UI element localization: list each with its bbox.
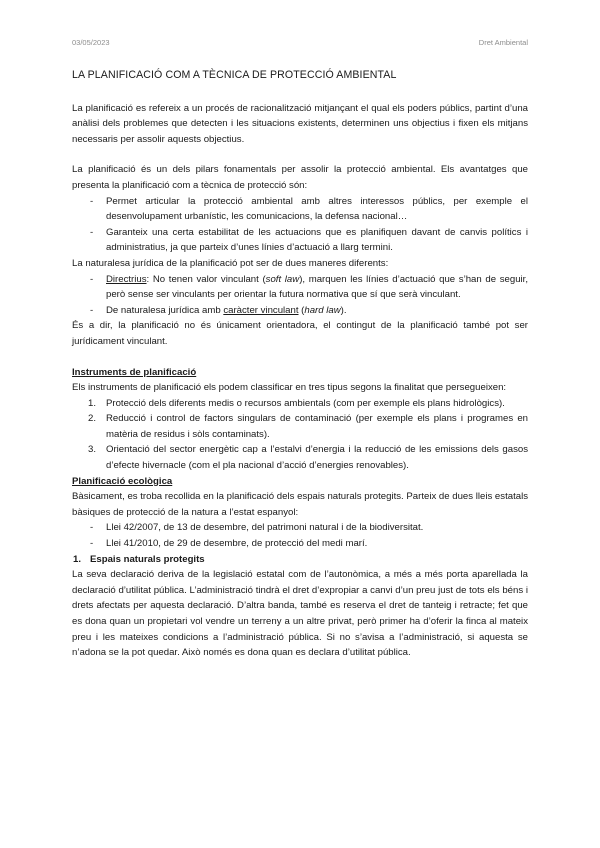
paragraph-instruments-intro: Els instruments de planificació els podem classificar en tres tipus segons la finalitat que persegueixen: [72,382,507,394]
list-item: - Llei 41/2010, de 29 de desembre, de protecció del medi marí. [72,536,528,552]
list-number: 2. [88,413,97,425]
list-item [72,396,528,412]
list-item: - Llei 42/2007, de 13 de desembre, del patrimoni natural i de la biodiversitat. [72,520,528,536]
emphasis-soft-law: soft law [265,273,300,285]
list-item: - Garanteix una certa estabilitat de les actuacions que es planifiquen davant de canvis polítics i administratius, ja que parteix d’unes línies d’actuació a llarg termini. [72,225,528,256]
list-text: Protecció dels diferents medis o recursos ambientals (com per exemple els plans hidrològics). [106,397,505,409]
subsection-number: 1. [73,553,82,565]
header-course: Dret Ambiental [478,38,528,47]
term-caracter-vinculant: caràcter vinculant [223,304,299,316]
subsection-heading-espais [72,552,528,568]
list-item [72,303,528,319]
section-heading-ecologica: Planificació ecològica [72,475,173,487]
paragraph-advantages-intro: La planificació és un dels pilars fonamentals per assolir la protecció ambiental. Els avantatges que presenta la planificació com a tècnica de protecció són: [72,164,528,191]
list-text: Orientació del sector energètic cap a l’estalvi d’energia i la reducció de les emissions dels gasos d’efecte hivernacle (com el pla nacional d’acció d’energies renovables). [106,444,528,472]
section-heading-instruments: Instruments de planificació [72,366,197,378]
list-text: : No tenen valor vinculant ( [146,273,266,285]
list-number: 3. [88,444,97,456]
term-directrius: Directrius [106,273,147,285]
list-text: ), marquen les línies d’actuació que s’han de seguir, però sense ser vinculants per orientar la futura normativa que sí que serà vinculant. [106,273,528,301]
advantages-list [72,194,528,256]
document-body [72,68,528,661]
instruments-list [72,396,528,474]
paragraph-ecologica-intro: Bàsicament, es troba recollida en la planificació dels espais naturals protegits. Parteix de dues lleis estatals bàsiques de protecció de la natura a l’estat espanyol: [72,491,528,518]
list-item [72,272,528,303]
emphasis-hard-law: hard law [304,304,341,316]
nature-list [72,272,528,319]
paragraph-definition: La planificació es refereix a un procés de racionalització mitjançant el qual els poders públics, partint d’una anàlisi dels problemes que detecten i les situacions existents, determinen uns objectius i fixen els mitjans necessaris per assolir aquests objectius. [72,102,528,145]
laws-list [72,520,528,551]
list-text: ). [340,304,347,316]
paragraph-conclusion: És a dir, la planificació no és únicament orientadora, el contingut de la planificació també pot ser jurídicament vinculant. [72,320,528,347]
subsection-title: Espais naturals protegits [90,553,205,565]
list-item [72,442,528,473]
document-title: LA PLANIFICACIÓ COM A TÈCNICA DE PROTECCIÓ AMBIENTAL [72,69,397,81]
paragraph-nature-intro: La naturalesa jurídica de la planificació pot ser de dues maneres diferents: [72,257,389,269]
list-item: - Permet articular la protecció ambiental amb altres interessos públics, per exemple el desenvolupament urbanístic, les comunicacions, la defensa nacional… [72,194,528,225]
list-text: ( [298,304,305,316]
list-text: De naturalesa jurídica amb [106,304,224,316]
paragraph-espais: La seva declaració deriva de la legislació estatal com de l’autonòmica, a més a més porta aparellada la declaració d’utilitat pública. L’administració tindrà el dret d’expropiar a canvi d’un preu just de tots els béns i drets afectats per aquesta declaració. D’altra banda, també es reserva el dret de tanteig i retracte; fet que es dona quan un propietari vol vendre un terreny a un altre privat, però primer ha d’oferir la finca al mateix preu i les mateixes condicions a l’administració pública. Si no s’avisa a l’administració, si aquesta se n’adona se la pot quedar. Això només es dona quan es declara d’utilitat pública. [72,569,528,659]
list-text: Reducció i control de factors singulars de contaminació (per exemple els plans i programes en matèria de residus i sòls contaminats). [106,413,528,440]
list-number: 1. [88,397,97,409]
header-date: 03/05/2023 [72,38,110,47]
list-item [72,411,528,442]
